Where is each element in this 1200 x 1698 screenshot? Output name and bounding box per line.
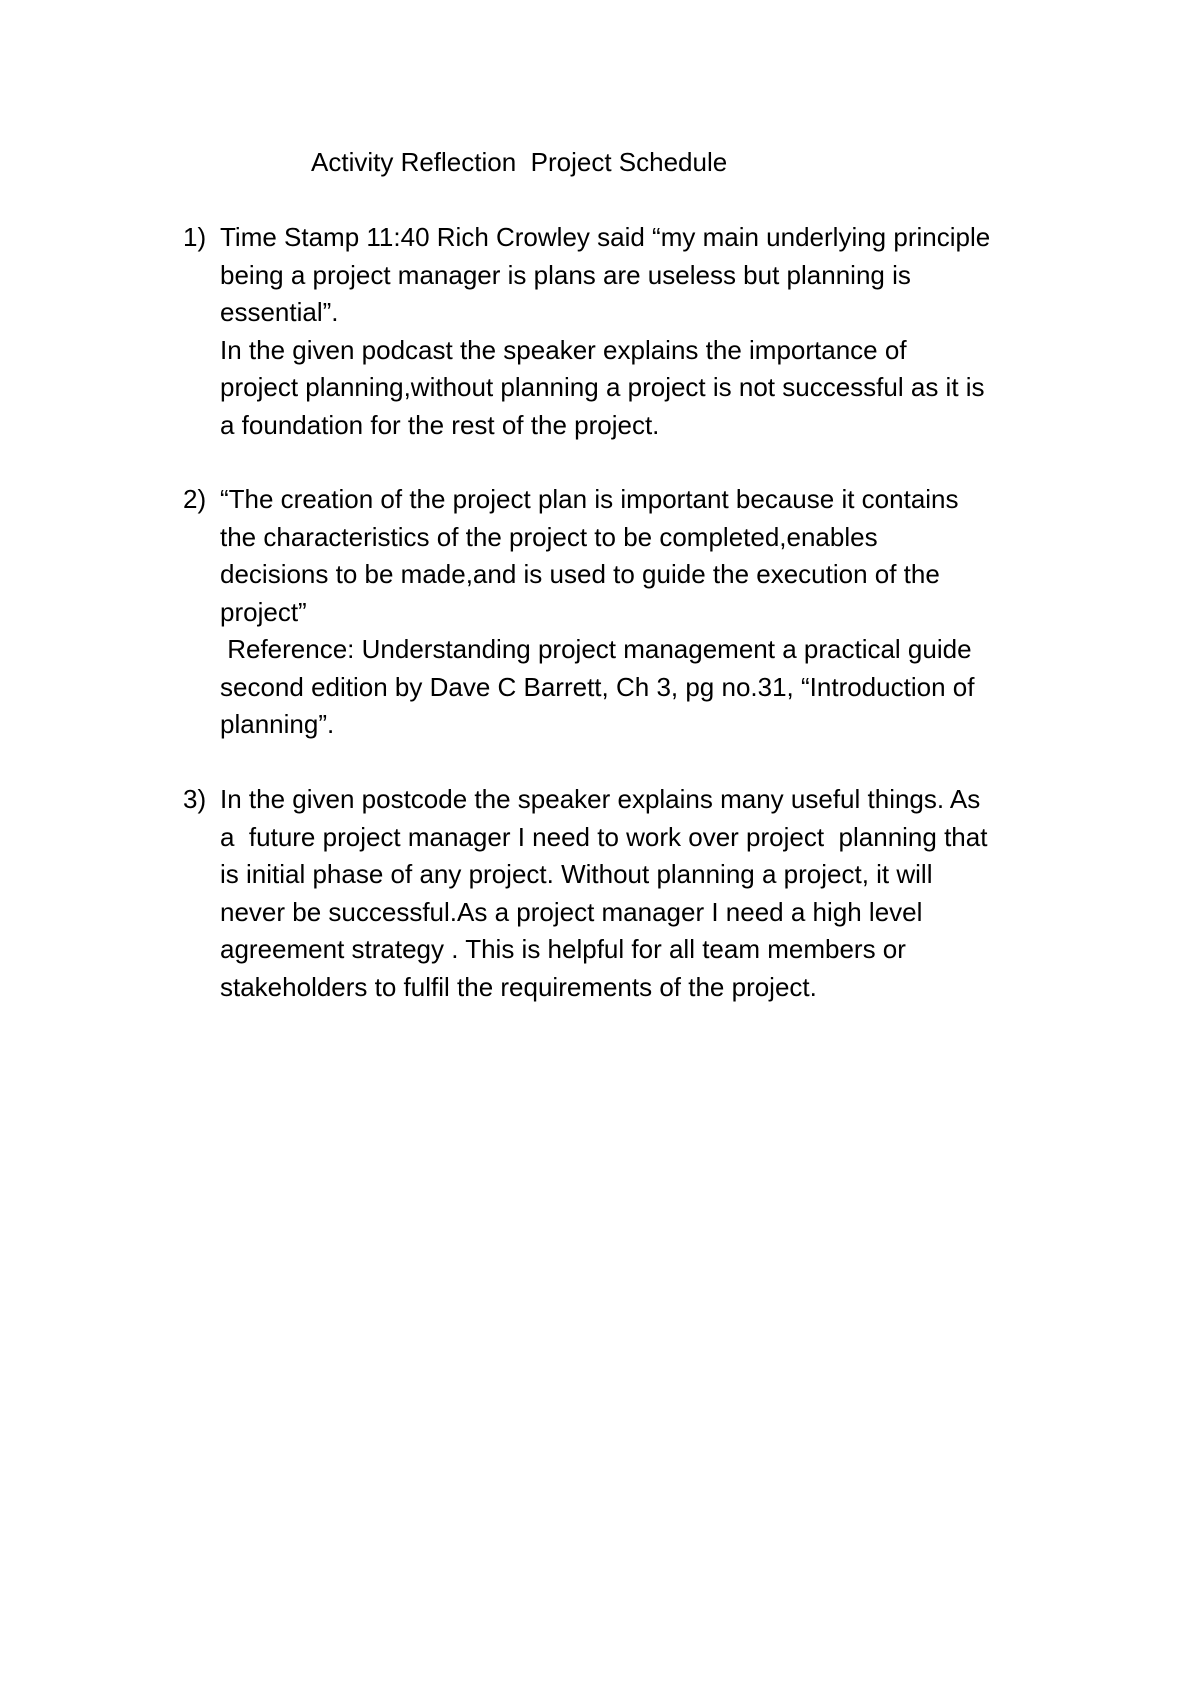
text-line: a future project manager I need to work over project planning that xyxy=(220,821,988,852)
text-line: planning”. xyxy=(220,709,335,739)
text-line: stakeholders to fulfil the requirements of the project. xyxy=(220,971,817,1002)
list-item-number: 2) xyxy=(183,484,207,514)
text-line: In the given podcast the speaker explains the importance of xyxy=(220,334,907,365)
list-item-text xyxy=(220,781,1100,1006)
text-line: Time Stamp 11:40 Rich Crowley said “my main underlying principle xyxy=(220,222,991,252)
text-line: a foundation for the rest of the project. xyxy=(220,409,660,440)
text-line: is initial phase of any project. Without planning a project, it will xyxy=(220,859,933,889)
list-item-text xyxy=(220,219,1100,444)
text-line: In the given postcode the speaker explains many useful things. As xyxy=(220,784,981,814)
text-line: never be successful.As a project manager I need a high level xyxy=(220,896,923,927)
text-line: being a project manager is plans are useless but planning is xyxy=(220,259,911,290)
list-item-number: 1) xyxy=(183,222,207,252)
list-item-number: 3) xyxy=(183,784,207,814)
text-line: project planning,without planning a project is not successful as it is xyxy=(220,372,985,402)
text-line: the characteristics of the project to be completed,enables xyxy=(220,521,878,552)
page-title: Activity Reflection Project Schedule xyxy=(311,147,728,177)
text-line: project” xyxy=(220,596,307,627)
text-line: second edition by Dave C Barrett, Ch 3, pg no.31, “Introduction of xyxy=(220,671,975,702)
text-line: essential”. xyxy=(220,297,339,327)
text-line: “The creation of the project plan is important because it contains xyxy=(220,484,959,514)
text-line: Reference: Understanding project management a practical guide xyxy=(220,634,972,664)
text-line: decisions to be made,and is used to guide the execution of the xyxy=(220,559,940,589)
text-line: agreement strategy . This is helpful for all team members or xyxy=(220,934,906,964)
list-item-text xyxy=(220,481,1100,744)
